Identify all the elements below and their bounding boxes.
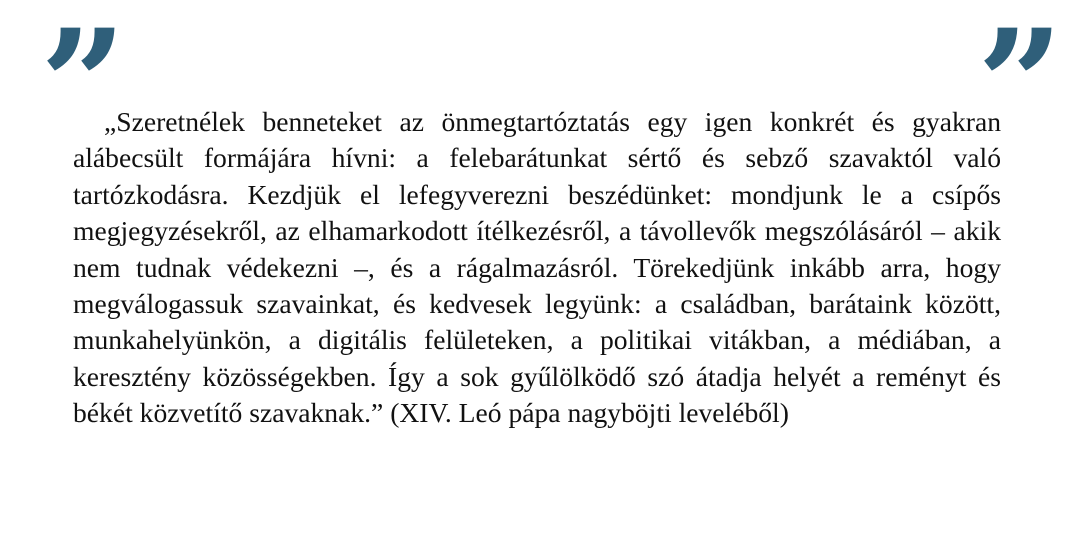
quote-body: „Szeretnélek benneteket az önmegtartóztatás egy igen konkrét és gyakran alábecsült formájára hívni: a felebarátunkat sértő és sebző szavaktól való tartózkodásra. Kezdjük el lefegyverezni beszédünket: mondjunk le a csípős megjegyzésekről, az elhamarkodott ítélkezésről, a távollevők megszólásáról – akik nem tudnak védekezni –, és a rágalmazásról. Törekedjünk inkább arra, hogy megválogassuk szavainkat, és kedvesek legyünk: a családban, barátaink között, munkahelyünkön, a digitális felületeken, a politikai vitákban, a médiában, a keresztény közösségekben. Így a sok gyűlölködő szó átadja helyét a reményt és békét közvetítő szavaknak.” (XIV. Leó pápa nagyböjti leveléből) (73, 106, 1001, 429)
open-quote-icon: ” (40, 0, 109, 173)
close-quote-icon: ” (977, 0, 1046, 173)
